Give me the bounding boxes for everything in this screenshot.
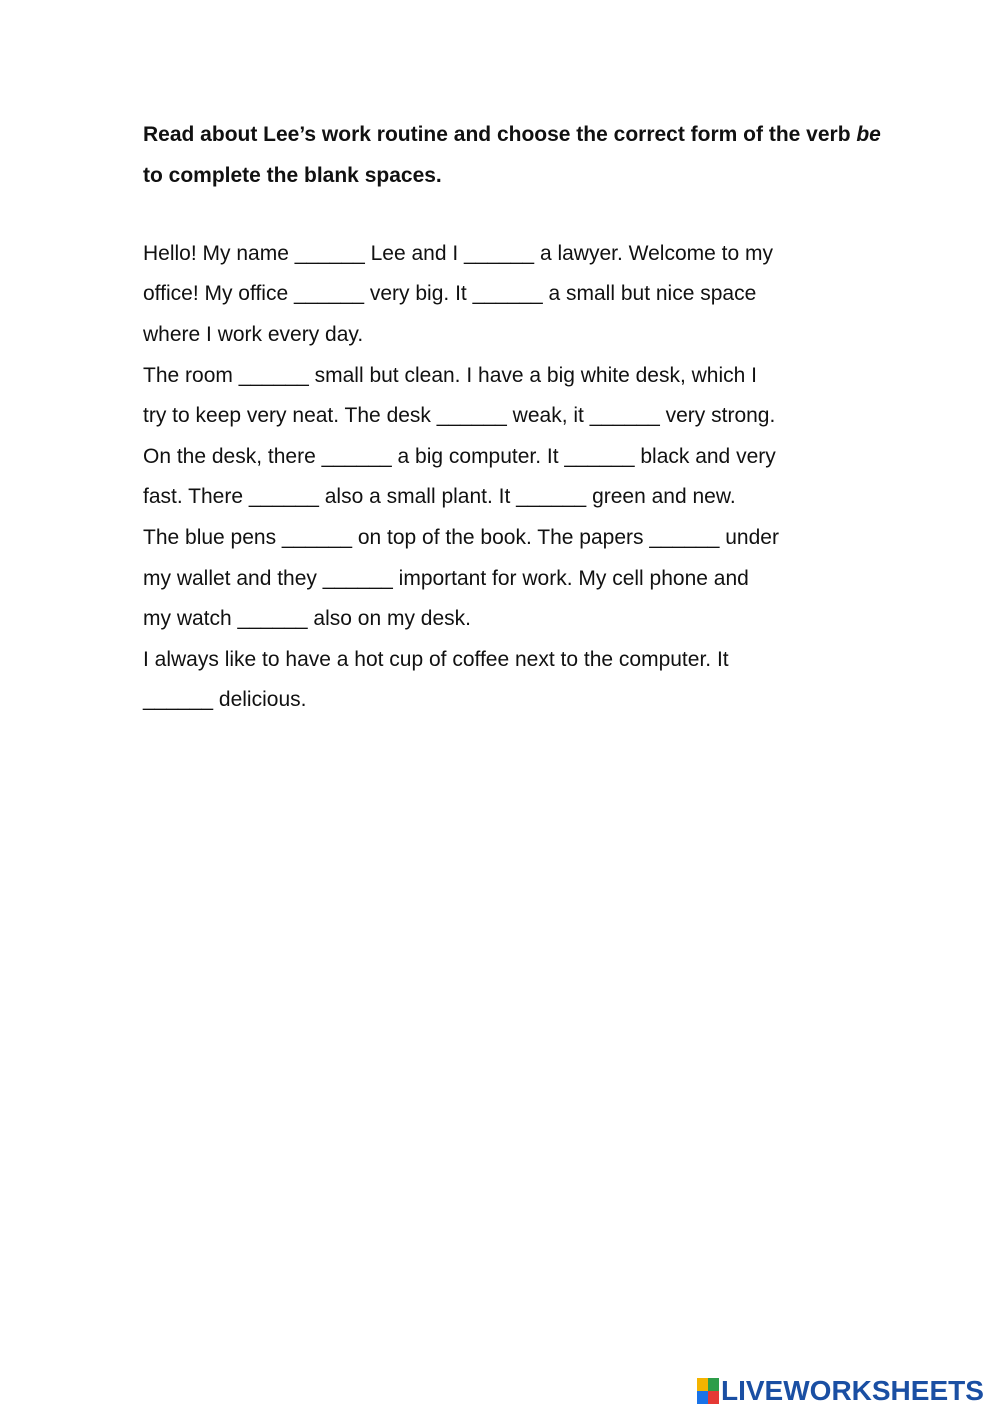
passage-line: On the desk, there ______ a big computer. It ______ black and very (143, 445, 776, 468)
passage-line: office! My office ______ very big. It ______ a small but nice space (143, 282, 757, 305)
logo-square-icon (708, 1378, 719, 1391)
instructions (143, 114, 903, 196)
logo-square-icon (697, 1391, 708, 1404)
instructions-emphasis: be (856, 123, 881, 146)
passage-line: where I work every day. (143, 323, 364, 346)
passage-line: my wallet and they ______ important for work. My cell phone and (143, 567, 749, 590)
passage-line: ______ delicious. (143, 688, 307, 711)
passage-line: The room ______ small but clean. I have a big white desk, which I (143, 364, 758, 387)
passage-line: The blue pens ______ on top of the book. The papers ______ under (143, 526, 779, 549)
logo-mark-icon (697, 1378, 719, 1404)
passage-line: try to keep very neat. The desk ______ weak, it ______ very strong. (143, 404, 776, 427)
logo-square-icon (697, 1378, 708, 1391)
logo-text: LIVEWORKSHEETS (721, 1375, 984, 1406)
passage-line: fast. There ______ also a small plant. It ______ green and new. (143, 485, 736, 508)
liveworksheets-logo (697, 1374, 984, 1408)
passage-line: I always like to have a hot cup of coffee next to the computer. It (143, 648, 729, 671)
instructions-text-part2: to complete the blank spaces. (143, 164, 442, 187)
passage-line: Hello! My name ______ Lee and I ______ a lawyer. Welcome to my (143, 242, 773, 265)
instructions-text-part1: Read about Lee’s work routine and choose the correct form of the verb (143, 123, 857, 146)
passage-line: my watch ______ also on my desk. (143, 607, 472, 630)
logo-square-icon (708, 1391, 719, 1404)
